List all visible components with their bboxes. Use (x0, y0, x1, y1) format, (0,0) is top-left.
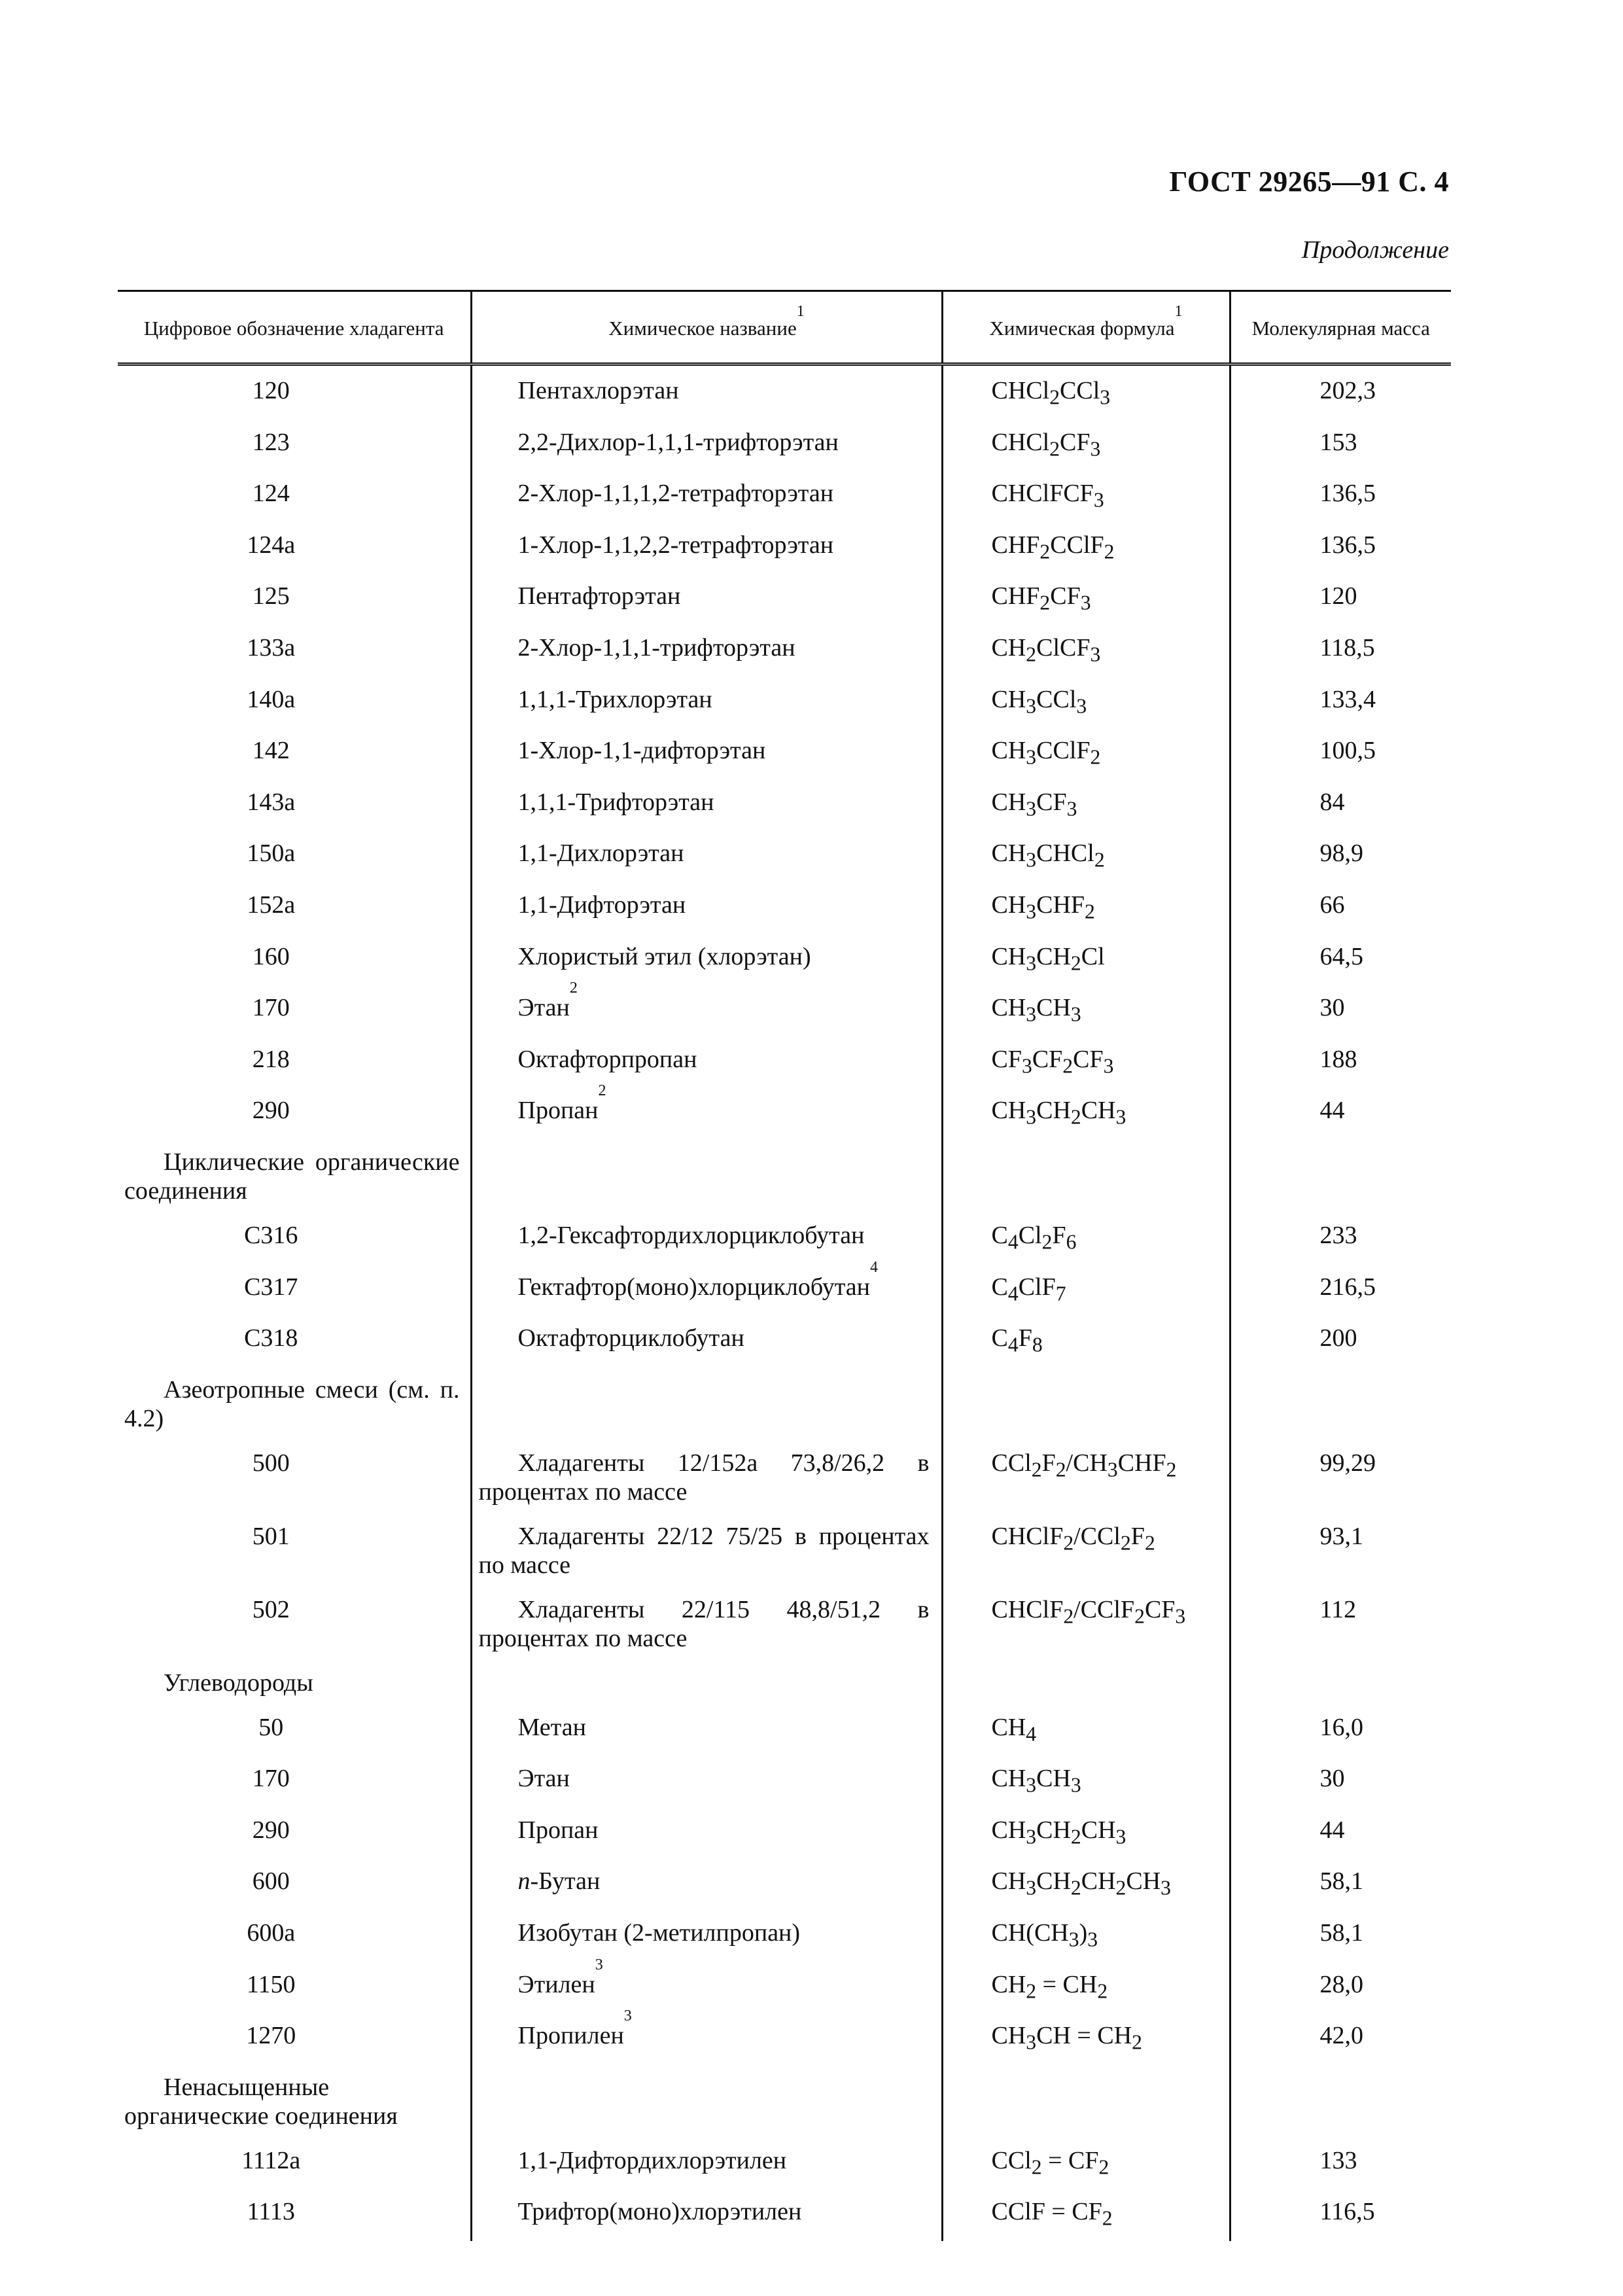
refrigerant-table (118, 290, 1451, 2241)
chemical-name: Гектафтор(моно)хлорциклобутан$^4$ (471, 1265, 942, 1316)
table-row (118, 1265, 1451, 1316)
molecular-mass: 84 (1230, 780, 1451, 832)
refrigerant-code: 502 (252, 1595, 290, 1623)
chemical-formula: $CCl_2 = CF_2$ (942, 2138, 1230, 2190)
chemical-name: Трифтор(моно)хлорэтилен (471, 2189, 942, 2241)
molecular-mass: 188 (1230, 1037, 1451, 1089)
chemical-name: Пентахлорэтан (471, 364, 942, 420)
chemical-name: Изобутан (2-метилпропан) (471, 1911, 942, 1962)
table-row (118, 1514, 1451, 1587)
table-row (118, 1705, 1451, 1757)
molecular-mass: 136,5 (1230, 523, 1451, 574)
molecular-mass: 44 (1230, 1088, 1451, 1140)
molecular-mass: 136,5 (1230, 471, 1451, 523)
table-row (118, 1587, 1451, 1661)
refrigerant-code: 290 (252, 1816, 290, 1844)
page-header: ГОСТ 29265—91 С. 4 (1169, 166, 1449, 198)
column-header-code: Цифровое обозначение хладагента (118, 291, 471, 364)
group-row (118, 1140, 1451, 1213)
chemical-formula: $CH_3CHCl_2$ (942, 831, 1230, 883)
chemical-formula: $CCl_2F_2/CH_3CHF_2$ (942, 1441, 1230, 1514)
table-row (118, 364, 1451, 420)
refrigerant-code: 1112a (241, 2146, 301, 2174)
group-row (118, 2065, 1451, 2138)
table-row (118, 2138, 1451, 2190)
chemical-formula: $CH_3CF_3$ (942, 780, 1230, 832)
formula-cell (942, 1661, 1230, 1705)
molecular-mass: 30 (1230, 1756, 1451, 1808)
chemical-name: Метан (471, 1705, 942, 1757)
refrigerant-code: 1270 (246, 2022, 296, 2050)
chemical-formula: $CH(CH_3)_3$ (942, 1911, 1230, 1962)
molecular-mass: 120 (1230, 574, 1451, 626)
chemical-name: Этан$^2$ (471, 985, 942, 1037)
refrigerant-code: 125 (252, 582, 290, 610)
table-row (118, 626, 1451, 677)
table-row (118, 780, 1451, 832)
table-row (118, 1088, 1451, 1140)
chemical-formula: $CH_4$ (942, 1705, 1230, 1757)
chemical-name: 1,2-Гексафтордихлорциклобутан (471, 1213, 942, 1265)
chemical-formula: CHClFCF$_3$ (942, 471, 1230, 523)
table-row (118, 1808, 1451, 1860)
name-cell (471, 1661, 942, 1705)
chemical-formula: $CH_3CH_2CH_2CH_3$ (942, 1859, 1230, 1911)
chemical-name: Хлористый этил (хлорэтан) (471, 934, 942, 986)
molecular-mass: 64,5 (1230, 934, 1451, 986)
table-row (118, 1316, 1451, 1368)
continuation-label: Продолжение (1301, 236, 1449, 264)
molecular-mass: 30 (1230, 985, 1451, 1037)
table-row (118, 728, 1451, 780)
group-label: Азеотропные смеси (см. п. 4.2) (124, 1375, 460, 1432)
table-row (118, 677, 1451, 729)
chemical-formula: $C_4F_8$ (942, 1316, 1230, 1368)
chemical-name: Октафторциклобутан (471, 1316, 942, 1368)
formula-cell (942, 1140, 1230, 1213)
footnote-mark: 1 (1174, 303, 1183, 320)
chemical-name: 1-Хлор-1,1-дифторэтан (471, 728, 942, 780)
table-row (118, 934, 1451, 986)
group-row (118, 1661, 1451, 1705)
molecular-mass: 58,1 (1230, 1859, 1451, 1911)
chemical-name: Пропан$^2$ (471, 1088, 942, 1140)
chemical-name: 2-Хлор-1,1,1,2-тетрафторэтан (471, 471, 942, 523)
table-row (118, 883, 1451, 934)
molecular-mass: 116,5 (1230, 2189, 1451, 2241)
chemical-formula: $CH_2 = CH_2$ (942, 1962, 1230, 2014)
table-row (118, 574, 1451, 626)
group-label: Циклические органические соединения (124, 1148, 460, 1205)
table-row (118, 2189, 1451, 2241)
mass-cell (1230, 1140, 1451, 1213)
molecular-mass: 133 (1230, 2138, 1451, 2190)
molecular-mass: 216,5 (1230, 1265, 1451, 1316)
refrigerant-code: 123 (252, 428, 290, 456)
chemical-formula: $CH_3CH_2CH_3$ (942, 1808, 1230, 1860)
molecular-mass: 98,9 (1230, 831, 1451, 883)
chemical-formula: $CHCl_2CF_3$ (942, 420, 1230, 472)
molecular-mass: 99,29 (1230, 1441, 1451, 1514)
refrigerant-code: 170 (252, 1765, 290, 1793)
chemical-formula: CClF = $CF_2$ (942, 2189, 1230, 2241)
chemical-name: 1,1-Дифторэтан (471, 883, 942, 934)
chemical-name: Хладагенты 22/12 75/25 в процентах по массе (471, 1514, 942, 1587)
chemical-formula: $CHF_2CF_3$ (942, 574, 1230, 626)
chemical-name: 2-Хлор-1,1,1-трифторэтан (471, 626, 942, 677)
table-body (118, 364, 1451, 2242)
molecular-mass: 28,0 (1230, 1962, 1451, 2014)
formula-cell (942, 1368, 1230, 1441)
table-row (118, 831, 1451, 883)
chemical-formula: $C_4ClF_7$ (942, 1265, 1230, 1316)
table-row (118, 1213, 1451, 1265)
chemical-name: Октафторпропан (471, 1037, 942, 1089)
name-cell (471, 2065, 942, 2138)
chemical-formula: $CH_3CH_3$ (942, 985, 1230, 1037)
molecular-mass: 133,4 (1230, 677, 1451, 729)
chemical-formula: $CH_3CHF_2$ (942, 883, 1230, 934)
chemical-name: Пропилен$^3$ (471, 2013, 942, 2065)
refrigerant-code: 600 (252, 1867, 290, 1896)
molecular-mass: 58,1 (1230, 1911, 1451, 1962)
mass-cell (1230, 2065, 1451, 2138)
chemical-name: Хладагенты 22/115 48,8/51,2 в процентах по массе (471, 1587, 942, 1661)
refrigerant-code: 50 (258, 1713, 284, 1741)
chemical-name: Хладагенты 12/152a 73,8/26,2 в процентах по массе (471, 1441, 942, 1514)
chemical-name: 1,1,1-Трифторэтан (471, 780, 942, 832)
refrigerant-code: 152a (247, 891, 296, 919)
column-header-name: Химическое название$^1$ (471, 291, 942, 364)
molecular-mass: 202,3 (1230, 364, 1451, 420)
chemical-name: 1-Хлор-1,1,2,2-тетрафторэтан (471, 523, 942, 574)
molecular-mass: 100,5 (1230, 728, 1451, 780)
chemical-formula: $CHClF_2/CCl_2F_2$ (942, 1514, 1230, 1587)
group-row (118, 1368, 1451, 1441)
chemical-formula: $CH_3CCl_3$ (942, 677, 1230, 729)
group-label: Углеводороды (164, 1669, 313, 1697)
table-row (118, 471, 1451, 523)
chemical-name: Этан (471, 1756, 942, 1808)
table-row (118, 1037, 1451, 1089)
column-header-mass: Молекулярная масса (1230, 291, 1451, 364)
table-row (118, 1441, 1451, 1514)
molecular-mass: 233 (1230, 1213, 1451, 1265)
table-row (118, 1756, 1451, 1808)
refrigerant-code: C316 (244, 1221, 298, 1249)
chemical-name: Этилен$^3$ (471, 1962, 942, 2014)
refrigerant-code: C318 (244, 1324, 298, 1352)
column-header-formula: Химическая формула$^1$ (942, 291, 1230, 364)
refrigerant-code: 1113 (247, 2198, 295, 2226)
molecular-mass: 200 (1230, 1316, 1451, 1368)
refrigerant-code: 133a (247, 633, 296, 662)
mass-cell (1230, 1368, 1451, 1441)
refrigerant-code: 501 (252, 1522, 290, 1550)
molecular-mass: 118,5 (1230, 626, 1451, 677)
chemical-name: 1,1-Дихлорэтан (471, 831, 942, 883)
refrigerant-code: 218 (252, 1045, 290, 1073)
table-header (118, 291, 1451, 364)
refrigerant-code: 124 (252, 480, 290, 508)
table-row (118, 420, 1451, 472)
name-cell (471, 1368, 942, 1441)
chemical-formula: $CH_3CH_2CH_3$ (942, 1088, 1230, 1140)
refrigerant-code: 120 (252, 377, 290, 404)
molecular-mass: 93,1 (1230, 1514, 1451, 1587)
refrigerant-code: 290 (252, 1097, 290, 1125)
chemical-formula: $CF_3CF_2CF_3$ (942, 1037, 1230, 1089)
chemical-name: 1,1,1-Трихлорэтан (471, 677, 942, 729)
refrigerant-code: 170 (252, 994, 290, 1022)
formula-cell (942, 2065, 1230, 2138)
chemical-name: Пропан (471, 1808, 942, 1860)
refrigerant-code: C317 (244, 1273, 298, 1301)
molecular-mass: 112 (1230, 1587, 1451, 1661)
table-row (118, 985, 1451, 1037)
chemical-formula: $CH_3CH_3$ (942, 1756, 1230, 1808)
chemical-formula: $CH_3CClF_2$ (942, 728, 1230, 780)
group-label: Ненасыщенные органические соединения (124, 2073, 398, 2130)
refrigerant-code: 150a (247, 839, 296, 868)
refrigerant-code: 600a (247, 1919, 296, 1947)
name-cell (471, 1140, 942, 1213)
table-row (118, 1911, 1451, 1962)
footnote-mark: 1 (796, 303, 805, 320)
refrigerant-code: 143a (247, 788, 296, 816)
mass-cell (1230, 1661, 1451, 1705)
chemical-formula: $C_4Cl_2F_6$ (942, 1213, 1230, 1265)
refrigerant-code: 142 (252, 737, 290, 765)
refrigerant-code: 160 (252, 942, 290, 970)
chemical-formula: $CHF_2CClF_2$ (942, 523, 1230, 574)
table-row (118, 1962, 1451, 2014)
chemical-formula: $CH_2ClCF_3$ (942, 626, 1230, 677)
refrigerant-code: 124a (247, 531, 296, 559)
chemical-formula: $CH_3CH_2Cl$ (942, 934, 1230, 986)
chemical-formula: $CHClF_2/CClF_2CF_3$ (942, 1587, 1230, 1661)
chemical-formula: CHCl$_2$CCl$_3$ (942, 364, 1230, 420)
refrigerant-code: 1150 (246, 1970, 296, 1998)
chemical-formula: $CH_3CH = CH_2$ (942, 2013, 1230, 2065)
chemical-name: n-Бутан (471, 1859, 942, 1911)
table-row (118, 523, 1451, 574)
molecular-mass: 42,0 (1230, 2013, 1451, 2065)
refrigerant-code: 140a (247, 685, 296, 713)
molecular-mass: 44 (1230, 1808, 1451, 1860)
molecular-mass: 16,0 (1230, 1705, 1451, 1757)
chemical-name: Пентафторэтан (471, 574, 942, 626)
molecular-mass: 66 (1230, 883, 1451, 934)
refrigerant-code: 500 (252, 1449, 290, 1477)
chemical-name: 2,2-Дихлор-1,1,1-трифторэтан (471, 420, 942, 472)
table-row (118, 2013, 1451, 2065)
chemical-name: 1,1-Дифтордихлорэтилен (471, 2138, 942, 2190)
molecular-mass: 153 (1230, 420, 1451, 472)
table-row (118, 1859, 1451, 1911)
